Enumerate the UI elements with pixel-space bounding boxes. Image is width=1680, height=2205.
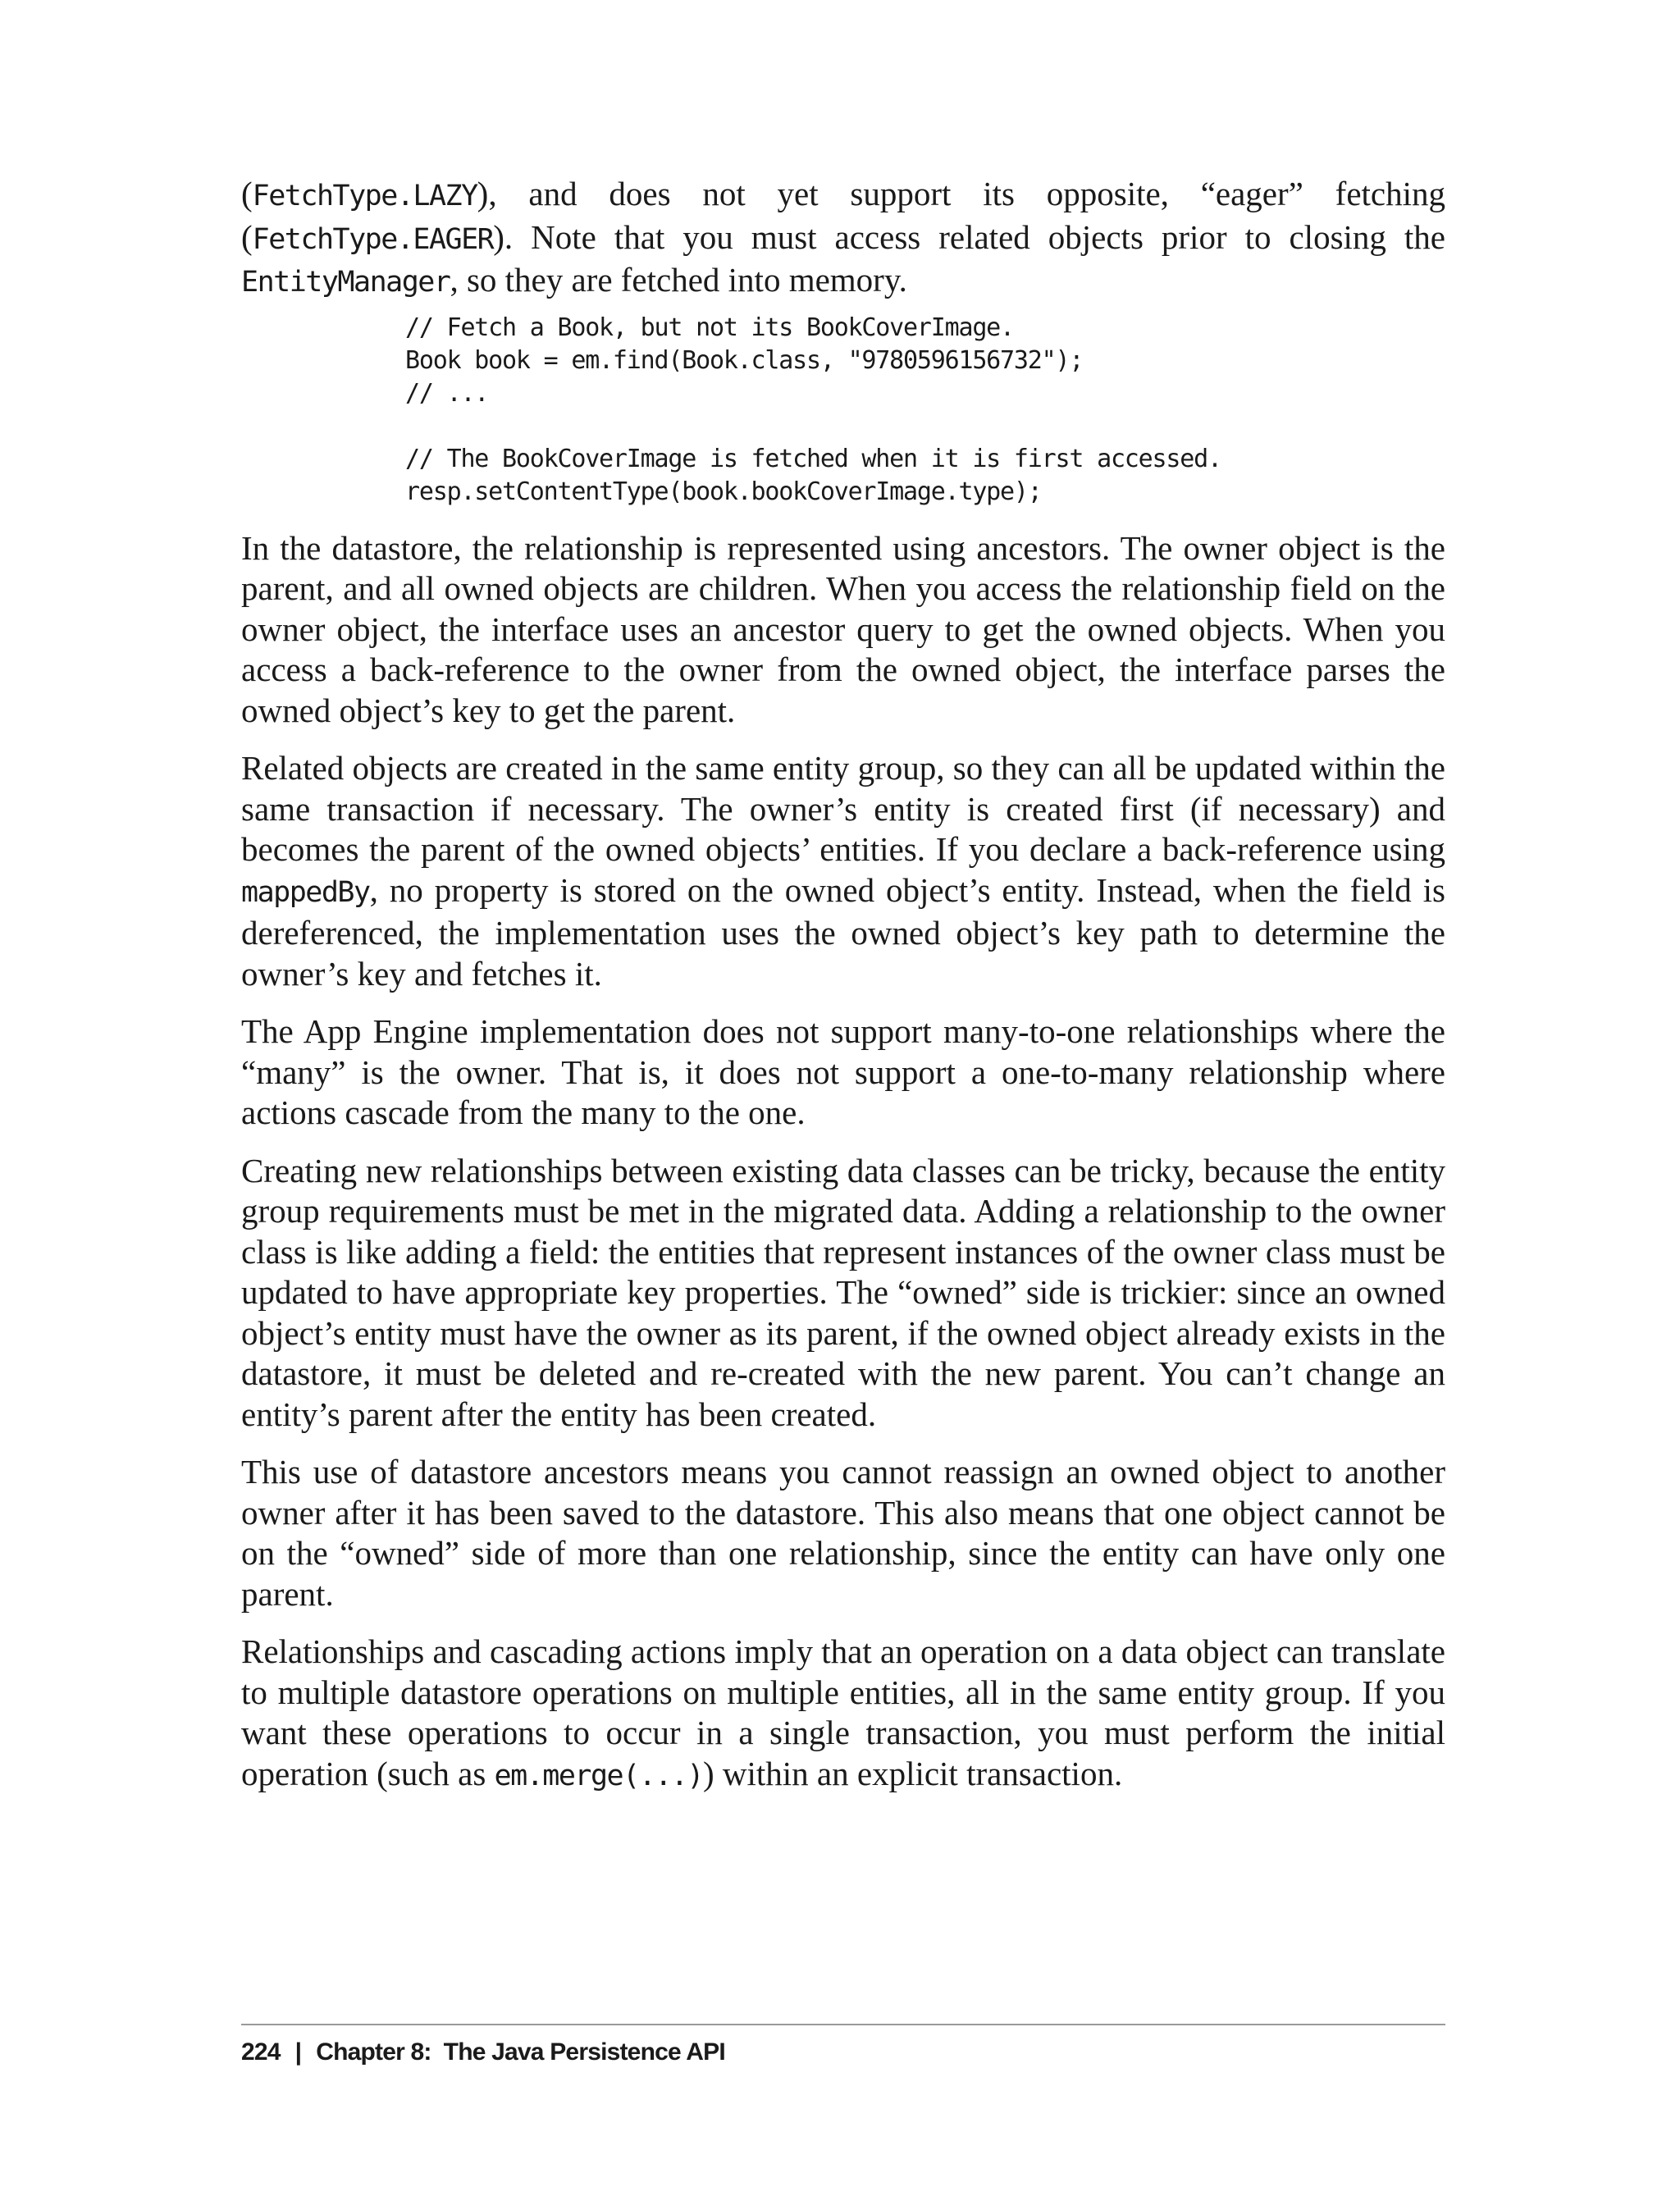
paragraph-many-to-one: The App Engine implementation does not support many-to-one relationships where the “many” is the owner. That is, it does not support a one-to-many relationship where actions cascade from the many to the one. — [241, 1012, 1445, 1131]
inline-code-mappedby: mappedBy — [241, 875, 370, 909]
text-run: ( — [241, 175, 253, 212]
text-run: Relationships and cascading actions imply that an operation on a data object can translate to multiple datastore operations on multiple entities, all in the same entity group. If you want these operations to occur in a single transaction, you must perform the initial operation (such as — [241, 1632, 1445, 1792]
code-line: resp.setContentType(book.bookCoverImage.type); — [405, 477, 1042, 506]
inline-code-entitymanager: EntityManager — [241, 266, 450, 299]
inline-code-em-merge: em.merge(...) — [494, 1759, 703, 1792]
code-line-blank — [405, 410, 1445, 443]
code-line: // ... — [405, 378, 489, 408]
text-run: , no property is stored on the owned object’s entity. Instead, when the field is dereferenced, the implementation uses the owned object’s key path to determine the owner’s key and fetches it. — [241, 870, 1445, 993]
text-run: Related objects are created in the same entity group, so they can all be updated within the same transaction if necessary. The owner’s entity is created first (if necessary) and becomes the parent of the owned objects’ entities. If you declare a back-reference using — [241, 749, 1445, 868]
paragraph-entity-group — [241, 748, 1445, 994]
page-number: 224 — [241, 2038, 281, 2066]
inline-code-fetchtype-lazy: FetchType.LAZY — [252, 180, 477, 212]
chapter-title: Chapter 8: The Java Persistence API — [316, 2038, 725, 2066]
text-run: ), and does not yet support its opposite, “eager” fetching ( — [241, 175, 1445, 256]
code-line: // The BookCoverImage is fetched when it is first accessed. — [405, 444, 1221, 473]
inline-code-fetchtype-eager: FetchType.EAGER — [252, 222, 494, 256]
paragraph-reassign: This use of datastore ancestors means you cannot reassign an owned object to another owner after it has been saved to the datastore. This also means that one object cannot be on the “owned” side of more than one relationship, since the entity can have only one parent. — [241, 1453, 1445, 1613]
paragraph-new-relationships: Creating new relationships between existing data classes can be tricky, because the entity group requirements must be met in the migrated data. Adding a relationship to the owner class is like adding a field: the entities that represent instances of the owner class must be updated to have appropriate key properties. The “owned” side is trickier: since an owned object’s entity must have the owner as its parent, if the owned object already exists in the datastore, it must be deleted and re-created with the new parent. You can’t change an entity’s parent after the entity has been created. — [241, 1151, 1445, 1433]
code-example — [405, 312, 1445, 509]
paragraph-ancestors: In the datastore, the relationship is represented using ancestors. The owner object is the parent, and all owned objects are children. When you access the relationship field on the owner object, the interface uses an ancestor query to get the owned objects. When you access a back-reference to the owner from the owned object, the interface parses the owned object’s key to get the parent. — [241, 528, 1445, 729]
text-run: ) within an explicit transaction. — [702, 1754, 1123, 1792]
page-body — [241, 174, 1445, 1814]
page-footer — [241, 2038, 725, 2066]
text-run: ). Note that you must access related objects prior to closing the — [493, 217, 1445, 256]
footer-separator: | — [294, 2038, 302, 2066]
paragraph-fetch-type — [241, 174, 1445, 304]
footer-rule — [241, 2024, 1445, 2025]
code-line: // Fetch a Book, but not its BookCoverImage. — [405, 313, 1014, 342]
text-run: , so they are fetched into memory. — [450, 261, 907, 299]
paragraph-cascading — [241, 1632, 1445, 1796]
code-line: Book book = em.find(Book.class, "9780596156732"); — [405, 345, 1084, 375]
